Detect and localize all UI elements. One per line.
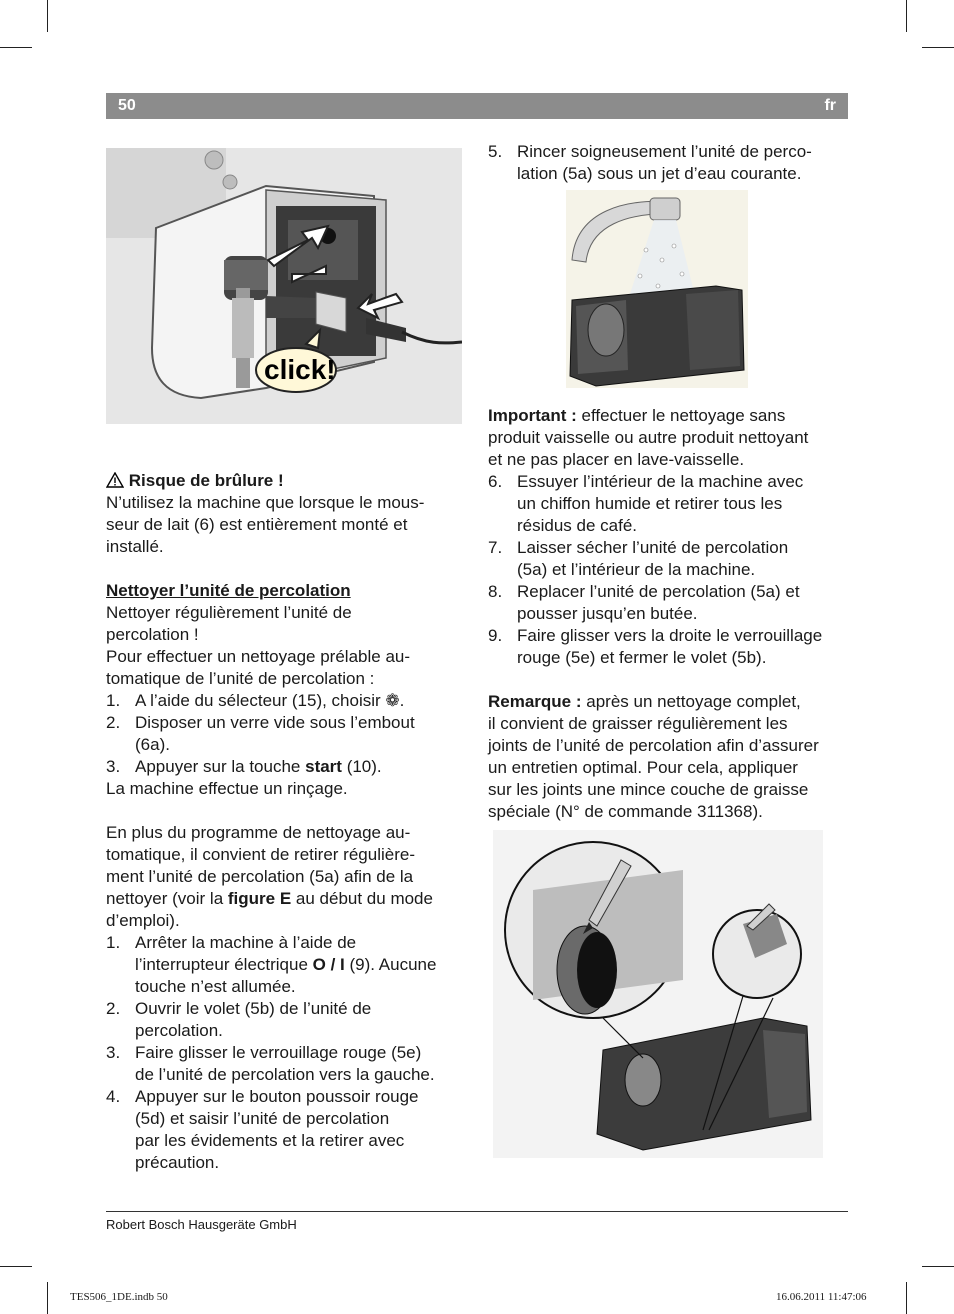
remark-note: Remarque : après un nettoyage complet, [488,692,801,711]
grease-illustration [493,830,823,1158]
para-line: tomatique de l’unité de percolation : [106,669,375,688]
footer-rule [106,1211,848,1212]
slug-timestamp: 16.06.2011 11:47:06 [776,1291,867,1303]
crop-mark [922,47,954,48]
step-5 [488,141,850,185]
list-item: 2. Disposer un verre vide sous l’embout (6a). [106,713,415,754]
crop-mark [906,0,907,32]
figure-grease-joints [493,830,823,1158]
para-line: En plus du programme de nettoyage au- [106,823,411,842]
list-item: 5. Rincer soigneusement l’unité de perco- lation (5a) sous un jet d’eau courante. [488,142,812,183]
para-line: un entretien optimal. Pour cela, appliquer [488,758,798,777]
crop-mark [922,1266,954,1267]
page-header [106,93,848,119]
important-note: Important : effectuer le nettoyage sans [488,406,786,425]
warning-line: installé. [106,537,164,556]
list-item: 3. Faire glisser le verrouillage rouge (5e) de l’unité de percolation vers la gauche. [106,1043,435,1084]
slug-file: TES506_1DE.indb 50 [70,1291,168,1303]
rinse-text: La machine effectue un rinçage. [106,779,348,798]
para-line: Pour effectuer un nettoyage prélable au- [106,647,411,666]
left-column [106,470,466,1174]
crop-mark [47,0,48,32]
steps-list-a [106,690,466,778]
list-item: 6. Essuyer l’intérieur de la machine avec un chiffon humide et retirer tous les résidus de café. [488,472,804,535]
para-line: nettoyer (voir la figure E au début du mode [106,889,433,908]
list-item: 1. Arrêter la machine à l’aide de l’interrupteur électrique O / I (9). Aucune touche n’est allumée. [106,933,437,996]
right-column-body [488,405,854,823]
para-line: Nettoyer régulièrement l’unité de [106,603,352,622]
para-line: joints de l’unité de percolation afin d’assurer [488,736,819,755]
list-item: 3. Appuyer sur la touche start (10). [106,757,382,776]
language-code: fr [824,97,836,114]
list-item: 9. Faire glisser vers la droite le verrouillage rouge (5e) et fermer le volet (5b). [488,626,823,667]
para-line: sur les joints une mince couche de graisse [488,780,809,799]
para-line: percolation ! [106,625,199,644]
page-number: 50 [118,97,136,114]
para-line: et ne pas placer en lave-vaisselle. [488,450,745,469]
crop-mark [0,47,32,48]
para-line: spéciale (N° de commande 311368). [488,802,763,821]
figure-rinse-unit [566,190,748,388]
para-line: il convient de graisser régulièrement les [488,714,788,733]
figure-connect-frother [106,148,462,424]
crop-mark [906,1282,907,1314]
warning-title: Risque de brûlure ! [128,471,284,490]
steps-list-b [106,932,466,1174]
warning-line: seur de lait (6) est entièrement monté et [106,515,408,534]
footer-company: Robert Bosch Hausgeräte GmbH [106,1217,297,1232]
section-title: Nettoyer l’unité de percolation [106,581,351,600]
list-item: 2. Ouvrir le volet (5b) de l’unité de percolation. [106,999,372,1040]
warning-line: N’utilisez la machine que lorsque le mous- [106,493,425,512]
para-line: ment l’unité de percolation (5a) afin de la [106,867,414,886]
list-item: 8. Replacer l’unité de percolation (5a) et pousser jusqu’en butée. [488,582,800,623]
para-line: tomatique, il convient de retirer régulière- [106,845,415,864]
steps-list-c [488,471,854,669]
list-item: 1. A l’aide du sélecteur (15), choisir ❁. [106,691,405,710]
list-item: 7. Laisser sécher l’unité de percolation (5a) et l’intérieur de la machine. [488,538,789,579]
warning-triangle-icon [106,472,124,488]
right-column-top [488,141,850,185]
warning-heading [106,470,466,492]
para-line: produit vaisselle ou autre produit nettoyant [488,428,809,447]
rinse-illustration [566,190,748,388]
click-label: click! [264,354,336,385]
crop-mark [0,1266,32,1267]
crop-mark [47,1282,48,1314]
para-line: d’emploi). [106,911,180,930]
list-item: 4. Appuyer sur le bouton poussoir rouge (5d) et saisir l’unité de percolation par les évidements et la retirer avec précaution. [106,1087,419,1172]
